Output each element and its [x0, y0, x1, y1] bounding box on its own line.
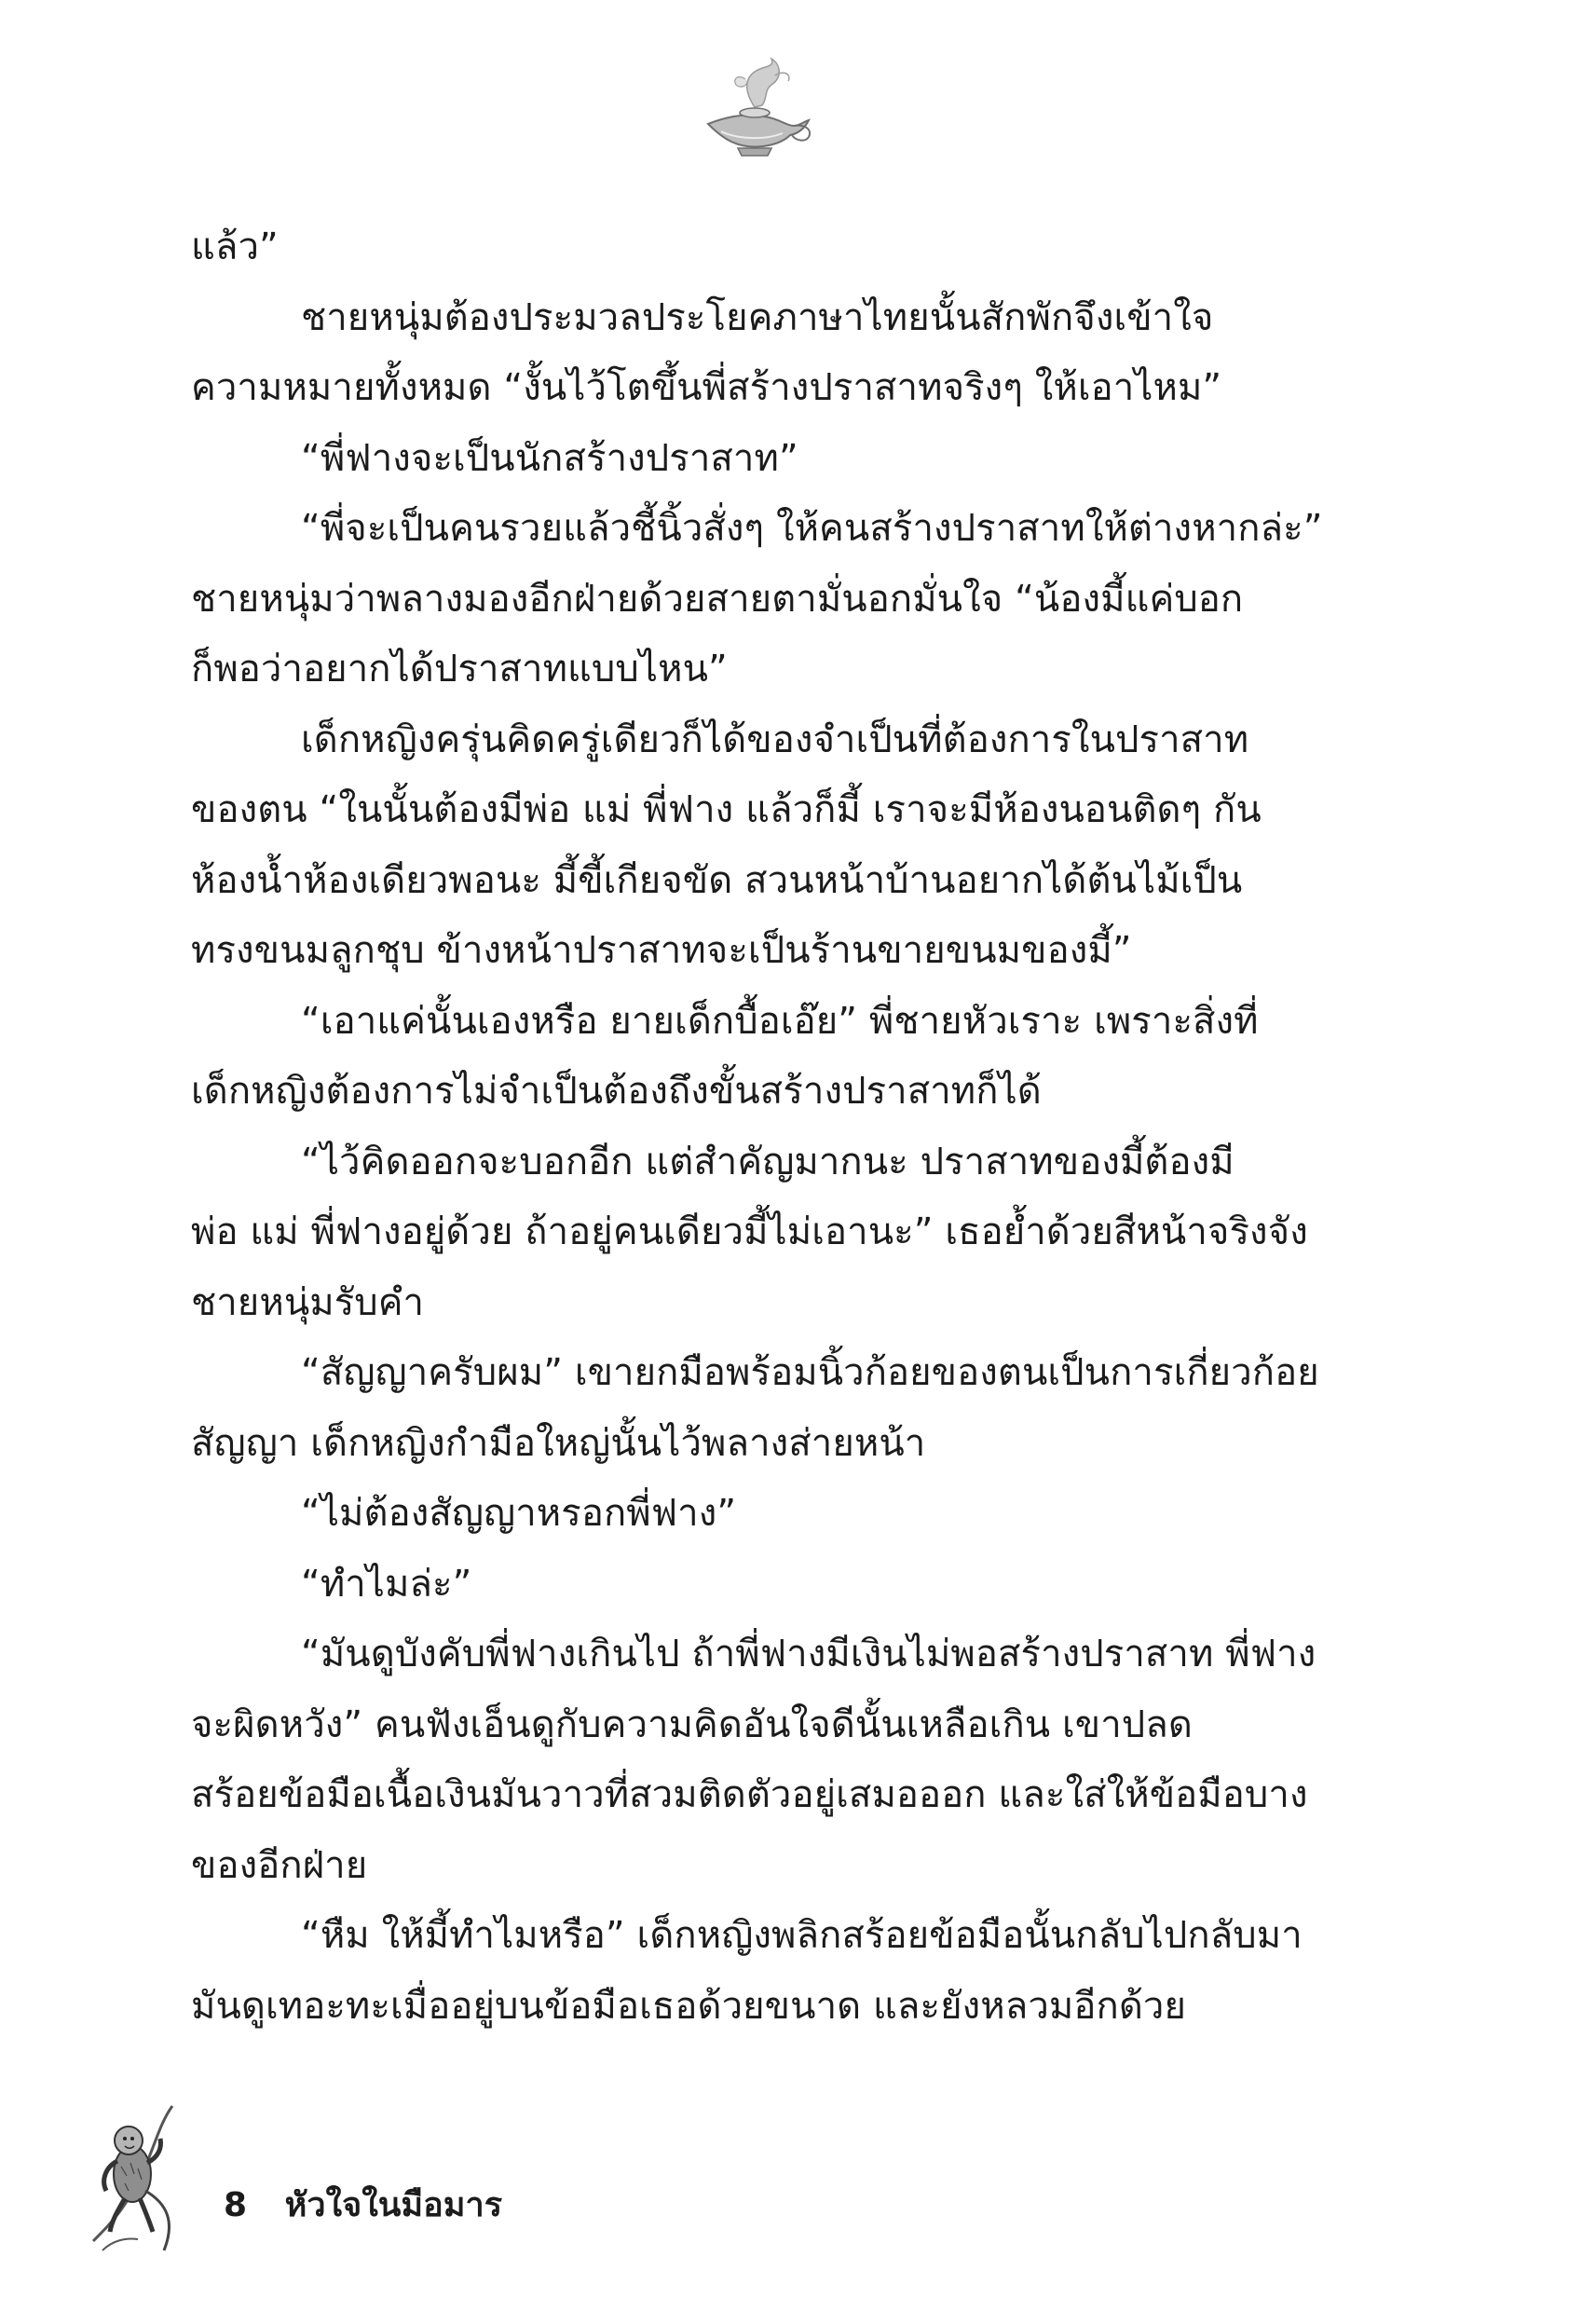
monkey-icon	[84, 2101, 186, 2260]
text-line: เด็กหญิงต้องการไม่จำเป็นต้องถึงขั้นสร้างปราสาทก็ได้	[191, 1070, 1042, 1113]
text-line: แล้ว”	[191, 226, 279, 268]
text-line: “หืม ให้มี้ทำไมหรือ” เด็กหญิงพลิกสร้อยข้อมือนั้นกลับไปกลับมา	[301, 1914, 1303, 1957]
text-line: ทรงขนมลูกชุบ ข้างหน้าปราสาทจะเป็นร้านขายขนมของมี้”	[191, 929, 1132, 972]
text-line: สัญญา เด็กหญิงกำมือใหญ่นั้นไว้พลางส่ายหน้า	[191, 1421, 926, 1465]
text-line: “พี่จะเป็นคนรวยแล้วชี้นิ้วสั่งๆ ให้คนสร้างปราสาทให้ต่างหากล่ะ”	[301, 507, 1323, 550]
text-line: “มันดูบังคับพี่ฟางเกินไป ถ้าพี่ฟางมีเงินไม่พอสร้างปราสาท พี่ฟาง	[301, 1633, 1316, 1675]
text-line: “ทำไมล่ะ”	[301, 1562, 472, 1606]
text-line: ห้องน้ำห้องเดียวพอนะ มี้ขี้เกียจขัด สวนหน้าบ้านอยากได้ต้นไม้เป็น	[191, 858, 1243, 902]
book-title: หัวใจในมือมาร	[284, 2186, 503, 2224]
text-line: สร้อยข้อมือเนื้อเงินมันวาวที่สวมติดตัวอยู่เสมอออก และใส่ให้ข้อมือบาง	[191, 1773, 1308, 1816]
text-line: ชายหนุ่มว่าพลางมองอีกฝ่ายด้วยสายตามั่นอกมั่นใจ “น้องมี้แค่บอก	[191, 577, 1244, 621]
text-line: “พี่ฟางจะเป็นนักสร้างปราสาท”	[301, 436, 798, 480]
text-line: พ่อ แม่ พี่ฟางอยู่ด้วย ถ้าอยู่คนเดียวมี้ไม่เอานะ” เธอย้ำด้วยสีหน้าจริงจัง	[191, 1210, 1308, 1253]
body-text	[191, 212, 1332, 2042]
text-line: ของอีกฝ่าย	[191, 1843, 368, 1887]
text-line: ความหมายทั้งหมด “งั้นไว้โตขึ้นพี่สร้างปราสาทจริงๆ ให้เอาไหม”	[191, 366, 1222, 409]
text-line: จะผิดหวัง” คนฟังเอ็นดูกับความคิดอันใจดีนั้นเหลือเกิน เขาปลด	[191, 1702, 1193, 1746]
text-line: มันดูเทอะทะเมื่ออยู่บนข้อมือเธอด้วยขนาด และยังหลวมอีกด้วย	[191, 1984, 1186, 2028]
text-line: “ไว้คิดออกจะบอกอีก แต่สำคัญมากนะ ปราสาทของมี้ต้องมี	[301, 1140, 1235, 1183]
page-footer	[84, 2101, 643, 2269]
text-line: “สัญญาครับผม” เขายกมือพร้อมนิ้วก้อยของตนเป็นการเกี่ยวก้อย	[301, 1351, 1319, 1394]
text-line: ของตน “ในนั้นต้องมีพ่อ แม่ พี่ฟาง แล้วก็มี้ เราจะมีห้องนอนติดๆ กัน	[191, 788, 1262, 831]
text-line: ก็พอว่าอยากได้ปราสาทแบบไหน”	[191, 648, 728, 691]
text-line: “ไม่ต้องสัญญาหรอกพี่ฟาง”	[301, 1492, 737, 1535]
text-line: ชายหนุ่มรับคำ	[191, 1280, 425, 1324]
page-folio	[224, 2178, 502, 2231]
page-number: 8	[224, 2186, 248, 2224]
text-line: “เอาแค่นั้นเองหรือ ยายเด็กบื้อเอ๊ย” พี่ชายหัวเราะ เพราะสิ่งที่	[301, 999, 1259, 1043]
text-line: เด็กหญิงครุ่นคิดครู่เดียวก็ได้ของจำเป็นที่ต้องการในปราสาท	[301, 718, 1249, 761]
genie-lamp-icon	[689, 51, 820, 163]
text-line: ชายหนุ่มต้องประมวลประโยคภาษาไทยนั้นสักพักจึงเข้าใจ	[301, 295, 1214, 339]
